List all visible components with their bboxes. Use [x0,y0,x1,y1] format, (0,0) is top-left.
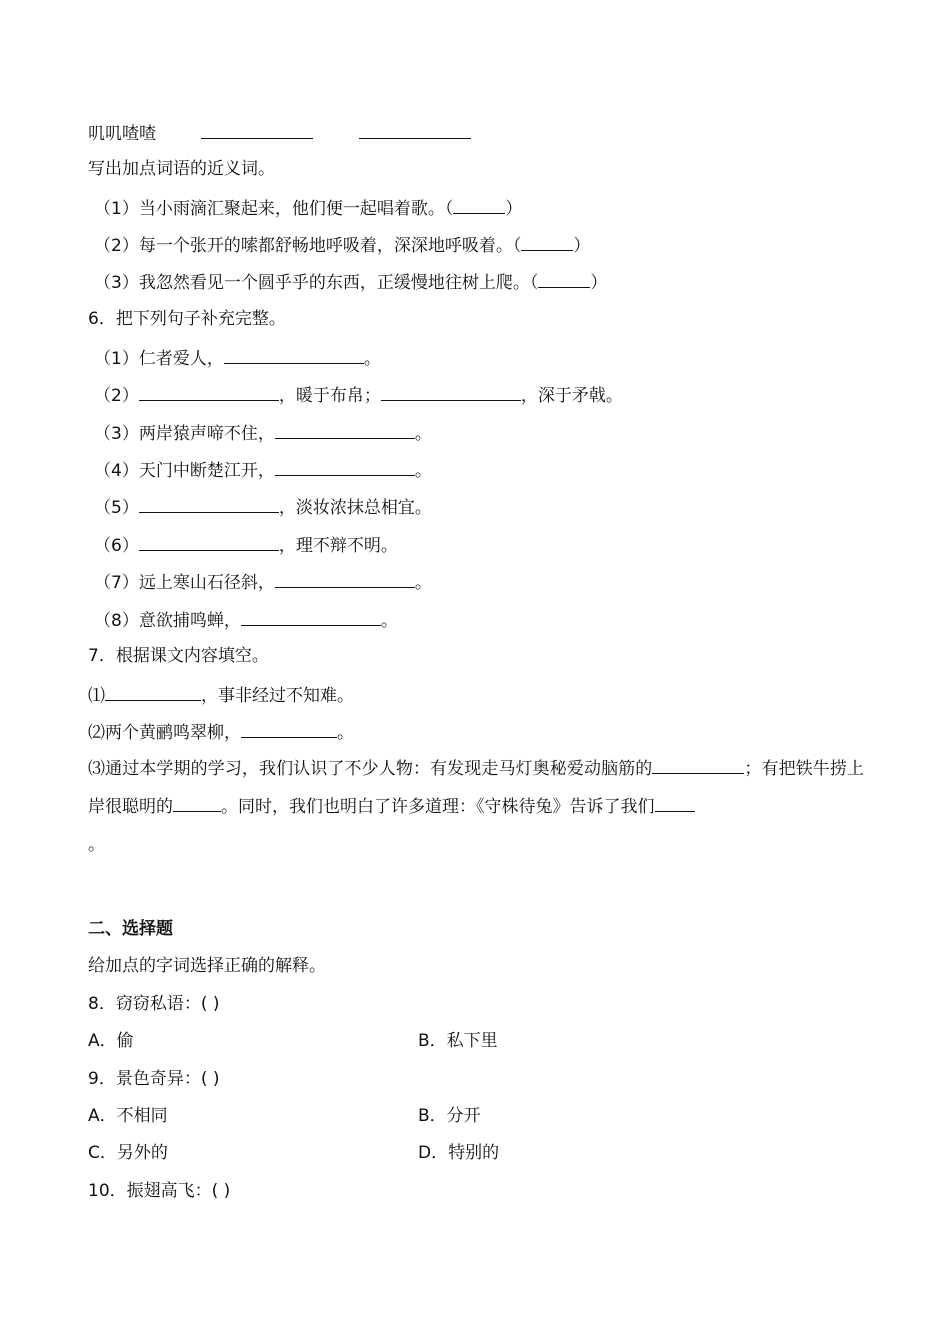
q6-title: 6．把下列句子补充完整。 [88,309,286,329]
q7-item-3: ⑶通过本学期的学习，我们认识了不少人物：有发现走马灯奥秘爱动脑筋的 ；有把铁牛捞上岸很聪明的 。同时，我们也明白了许多道理：《守株待兔》告诉了我们 。 [88,750,864,864]
answer-blank[interactable] [359,120,471,139]
q7-item-1: ⑴ ，事非经过不知难。 [88,682,354,707]
q10-stem: 10．振翅高飞：( ) [88,1181,231,1201]
answer-blank[interactable] [105,682,201,701]
q8-option-b[interactable]: B．私下里 [418,1031,498,1051]
q6-item-6: （6） ，理不辩不明。 [94,532,398,557]
answer-blank[interactable] [453,195,505,214]
answer-blank[interactable] [538,269,590,288]
q8-option-a[interactable]: A．偷 [88,1031,134,1051]
answer-blank[interactable] [241,607,381,626]
answer-blank[interactable] [652,755,744,774]
q6-item-2: （2） ，暖于布帛； ，深于矛戟。 [94,382,623,407]
answer-blank[interactable] [139,494,279,513]
answer-blank[interactable] [275,420,415,439]
section-title: 二、选择题 [88,919,173,939]
word-jijizhazha: 叽叽喳喳 [88,124,156,144]
q9-option-a[interactable]: A．不相同 [88,1106,168,1126]
q6-item-4: （4）天门中断楚江开， 。 [94,457,432,482]
q8-stem: 8．窃窃私语：( ) [88,994,220,1014]
q6-item-8: （8）意欲捕鸣蝉， 。 [94,607,398,632]
q6-item-7: （7）远上寒山石径斜， 。 [94,569,432,594]
answer-blank[interactable] [201,120,313,139]
synonym-item-3: （3）我忽然看见一个圆乎乎的东西，正缓慢地往树上爬。（ ） [94,269,607,294]
answer-blank[interactable] [241,719,337,738]
q9-option-d[interactable]: D．特别的 [418,1143,500,1163]
answer-blank[interactable] [521,232,573,251]
answer-blank[interactable] [275,457,415,476]
answer-blank[interactable] [139,382,279,401]
answer-blank[interactable] [139,532,279,551]
word-line [88,120,471,145]
synonym-item-1: （1）当小雨滴汇聚起来，他们便一起唱着歌。（ ） [94,195,522,220]
answer-blank[interactable] [224,345,364,364]
q9-option-c[interactable]: C．另外的 [88,1143,168,1163]
q6-item-3: （3）两岸猿声啼不住， 。 [94,420,432,445]
q6-item-1: （1）仁者爱人， 。 [94,345,381,370]
answer-blank[interactable] [655,793,695,812]
q6-item-5: （5） ，淡妆浓抹总相宜。 [94,494,432,519]
synonym-item-2: （2）每一个张开的嗦都舒畅地呼吸着，深深地呼吸着。（ ） [94,232,590,257]
answer-blank[interactable] [275,569,415,588]
q9-stem: 9．景色奇异：( ) [88,1069,220,1089]
q7-title: 7．根据课文内容填空。 [88,646,269,666]
section-instruction: 给加点的字词选择正确的解释。 [88,956,326,976]
q7-item-2: ⑵两个黄鹂鸣翠柳， 。 [88,719,354,744]
q9-option-b[interactable]: B．分开 [418,1106,481,1126]
synonym-instruction: 写出加点词语的近义词。 [88,159,275,179]
answer-blank[interactable] [173,793,221,812]
answer-blank[interactable] [381,382,521,401]
